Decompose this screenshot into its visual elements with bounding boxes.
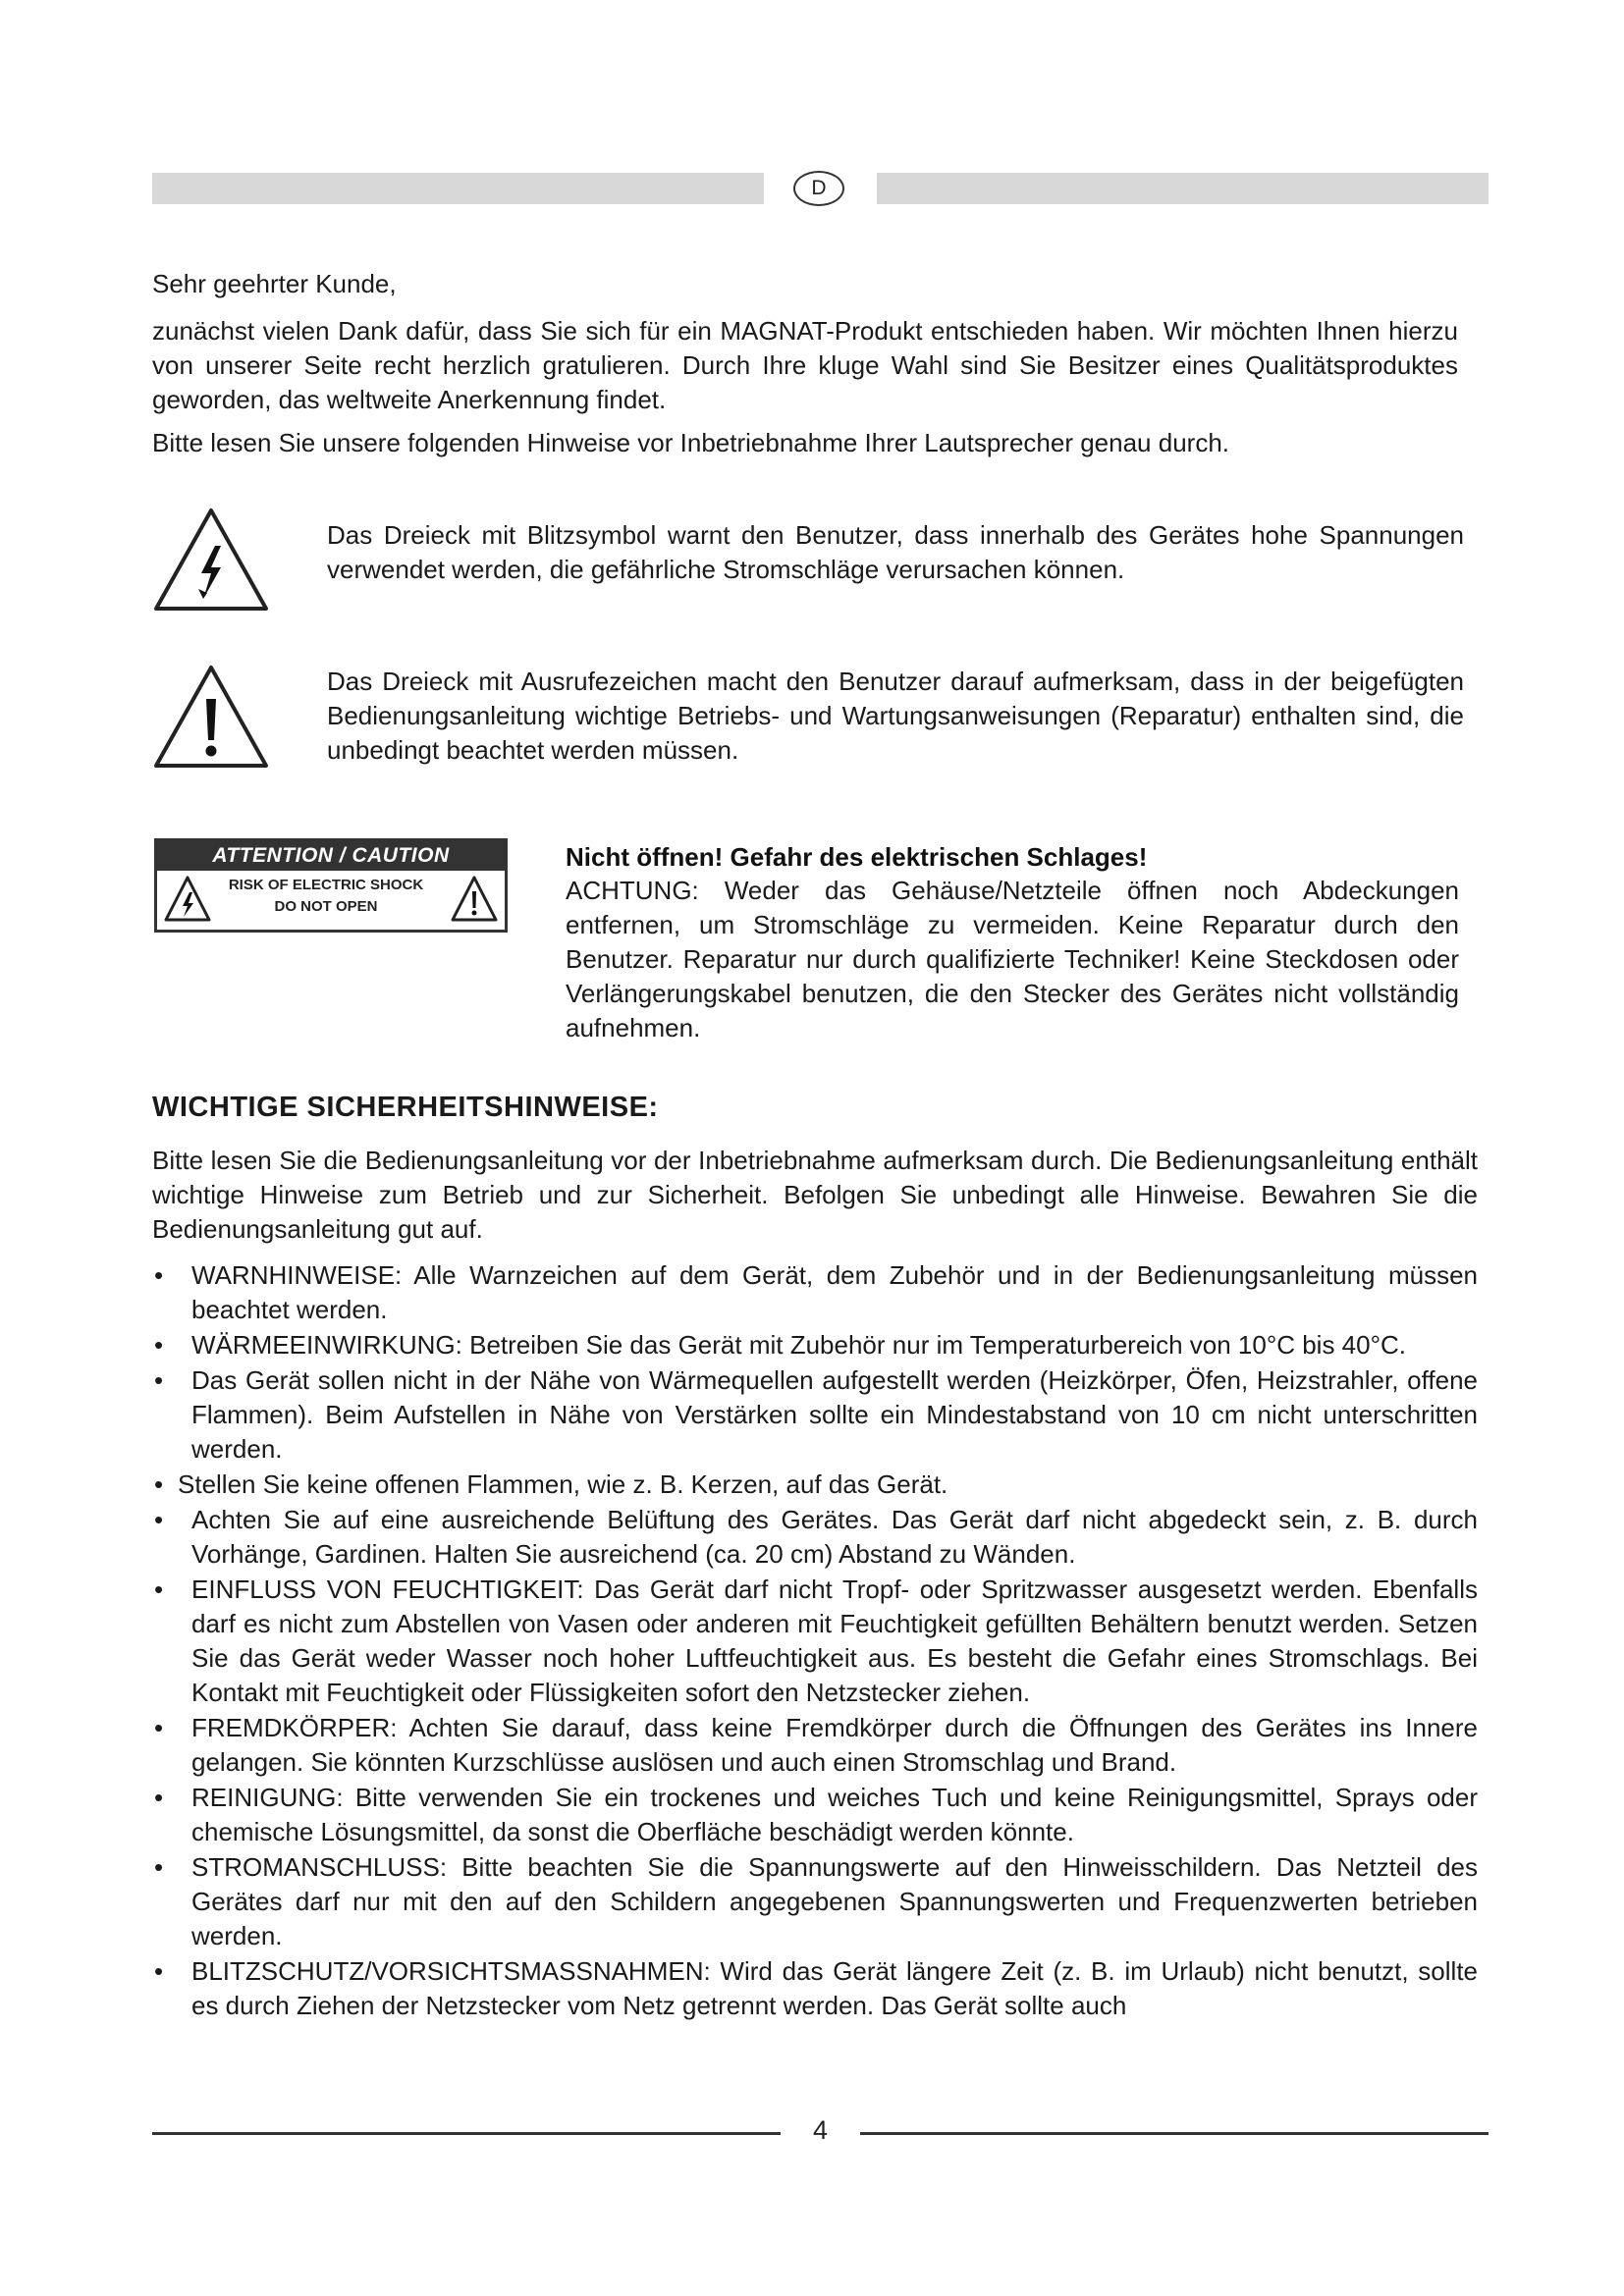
caution-exclamation-icon bbox=[450, 875, 499, 924]
caution-label-header: ATTENTION / CAUTION bbox=[157, 841, 505, 871]
caution-label-line1: RISK OF ELECTRIC SHOCK bbox=[228, 877, 424, 893]
safety-item-reinigung: • REINIGUNG: Bitte verwenden Sie ein trockenes und weiches Tuch und keine Reinigungsmittel, Sprays oder chemische Lösungsmittel, da sonst die Oberfläche beschädigt werden könnte. bbox=[154, 1783, 1478, 1846]
salutation: Sehr geehrter Kunde, bbox=[152, 269, 397, 298]
bullet-icon: • bbox=[154, 1260, 164, 1290]
safety-item-blitzschutz: • BLITZSCHUTZ/VORSICHTSMASSNAHMEN: Wird das Gerät längere Zeit (z. B. im Urlaub) nicht benutzt, sollte es durch Ziehen der Netzstecker vom Netz getrennt werden. Das Gerät sollte auch bbox=[154, 1956, 1478, 2020]
safety-item-stromanschluss: • STROMANSCHLUSS: Bitte beachten Sie die Spannungswerte auf den Hinweisschildern. Das Netzteil des Gerätes darf nur mit den auf den Schildern angegebenen Spannungswerten und Frequenzwerten betrieben werden. bbox=[154, 1852, 1478, 1950]
bullet-icon: • bbox=[154, 1783, 164, 1812]
safety-item-belueftung: • Achten Sie auf eine ausreichende Belüftung des Gerätes. Das Gerät darf nicht abgedeckt sein, z. B. durch Vorhänge, Gardinen. Halten Sie ausreichend (ca. 20 cm) Abstand zu Wänden. bbox=[154, 1505, 1478, 1569]
safety-item-warnhinweise: • WARNHINWEISE: Alle Warnzeichen auf dem Gerät, dem Zubehör und in der Bedienungsanleitung müssen beachtet werden. bbox=[154, 1260, 1478, 1324]
safety-list bbox=[152, 1258, 1478, 2024]
bullet-icon: • bbox=[154, 1365, 164, 1395]
page-number: 4 bbox=[812, 2115, 829, 2145]
exclamation-warning-icon bbox=[152, 664, 270, 770]
warning-title: Nicht öffnen! Gefahr des elektrischen Schlages! bbox=[566, 842, 1148, 872]
bullet-icon: • bbox=[154, 1956, 164, 1986]
header-bar-right bbox=[877, 173, 1489, 204]
exclamation-symbol-description: Das Dreieck mit Ausrufezeichen macht den Benutzer darauf aufmerksam, dass in der beigefügten Bedienungsanleitung wichtige Betriebs- und Wartungsanweisungen (Reparatur) enthalten sind, die unbedingt beachtet werden müssen. bbox=[327, 667, 1464, 765]
bullet-icon: • bbox=[154, 1575, 164, 1604]
lightning-symbol-description: Das Dreieck mit Blitzsymbol warnt den Benutzer, dass innerhalb des Gerätes hohe Spannungen verwendet werden, die gefährliche Stromschläge verursachen können. bbox=[327, 520, 1464, 584]
bullet-icon: • bbox=[154, 1330, 164, 1360]
footer-rule-left bbox=[152, 2132, 781, 2135]
caution-label bbox=[154, 838, 508, 933]
footer-rule-right bbox=[860, 2132, 1489, 2135]
caution-label-line2: DO NOT OPEN bbox=[274, 898, 378, 915]
warning-text: ACHTUNG: Weder das Gehäuse/Netzteile öffnen noch Abdeckungen entfernen, um Stromschläge zu vermeiden. Keine Reparatur durch den Benutzer. Reparatur nur durch qualifizierte Techniker! Keine Steckdosen oder Verlängerungskabel benutzen, die den Stecker des Gerätes nicht vollständig aufnehmen. bbox=[566, 876, 1459, 1042]
language-badge: D bbox=[793, 171, 844, 206]
safety-heading: WICHTIGE SICHERHEITSHINWEISE: bbox=[152, 1092, 659, 1123]
safety-item-waermeeinwirkung: • WÄRMEEINWIRKUNG: Betreiben Sie das Gerät mit Zubehör nur im Temperaturbereich von 10°C bis 40°C. bbox=[152, 1328, 1478, 1362]
safety-item-flammen: • Stellen Sie keine offenen Flammen, wie z. B. Kerzen, auf das Gerät. bbox=[152, 1468, 1478, 1502]
bullet-icon: • bbox=[154, 1852, 164, 1882]
bullet-icon: • bbox=[154, 1713, 164, 1742]
intro-paragraph: zunächst vielen Dank dafür, dass Sie sich für ein MAGNAT-Produkt entschieden haben. Wir möchten Ihnen hierzu von unserer Seite recht herzlich gratulieren. Durch Ihre kluge Wahl sind Sie Besitzer eines Qualitätsproduktes geworden, das weltweite Anerkennung findet. bbox=[152, 316, 1458, 414]
bullet-icon: • bbox=[154, 1505, 164, 1534]
safety-item-fremdkoerper: • FREMDKÖRPER: Achten Sie darauf, dass keine Fremdkörper durch die Öffnungen des Gerätes ins Innere gelangen. Sie könnten Kurzschlüsse auslösen und auch einen Stromschlag und Brand. bbox=[154, 1713, 1478, 1777]
bullet-icon: • bbox=[154, 1469, 164, 1499]
header-bar-left bbox=[152, 173, 764, 204]
safety-item-waermequellen: • Das Gerät sollen nicht in der Nähe von Wärmequellen aufgestellt werden (Heizkörper, Öfen, Heizstrahler, offene Flammen). Beim Aufstellen in Nähe von Verstärken sollte ein Mindestabstand von 10 cm nicht unterschritten werden. bbox=[154, 1365, 1478, 1464]
lightning-warning-icon bbox=[152, 507, 270, 613]
caution-lightning-icon bbox=[163, 875, 212, 924]
intro-instruction: Bitte lesen Sie unsere folgenden Hinweise vor Inbetriebnahme Ihrer Lautsprecher genau durch. bbox=[152, 428, 1230, 457]
safety-item-feuchtigkeit: • EINFLUSS VON FEUCHTIGKEIT: Das Gerät darf nicht Tropf- oder Spritzwasser ausgesetzt werden. Ebenfalls darf es nicht zum Abstellen von Vasen oder anderen mit Feuchtigkeit gefüllten Behältern benutzt werden. Setzen Sie das Gerät weder Wasser noch hoher Luftfeuchtigkeit aus. Es besteht die Gefahr eines Stromschlags. Bei Kontakt mit Feuchtigkeit oder Flüssigkeiten sofort den Netzstecker ziehen. bbox=[154, 1575, 1478, 1707]
warning-block bbox=[566, 840, 1459, 1045]
safety-intro: Bitte lesen Sie die Bedienungsanleitung vor der Inbetriebnahme aufmerksam durch. Die Bedienungsanleitung enthält wichtige Hinweise zum Betrieb und zur Sicherheit. Befolgen Sie unbedingt alle Hinweise. Bewahren Sie die Bedienungsanleitung gut auf. bbox=[152, 1146, 1478, 1244]
